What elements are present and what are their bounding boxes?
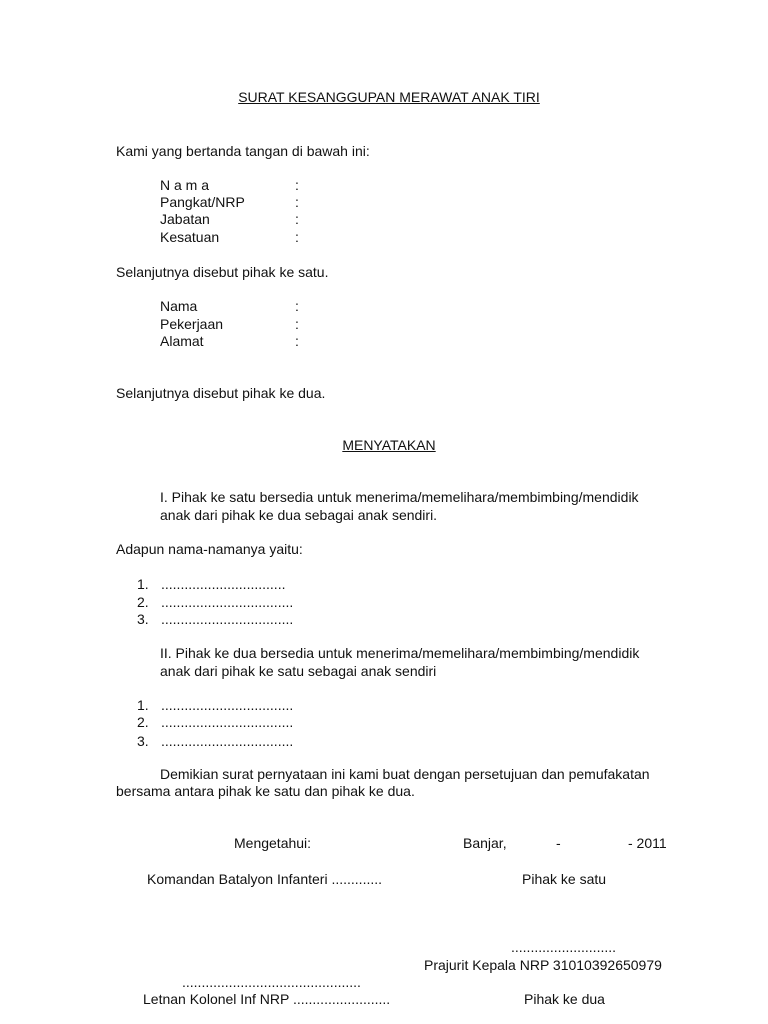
field-colon: : — [295, 333, 299, 349]
field-colon: : — [295, 194, 299, 210]
list-item-number: 3. — [137, 733, 149, 749]
field-label-nama2: Nama — [160, 298, 198, 314]
clause1-line1: I. Pihak ke satu bersedia untuk menerima/memelihara/membimbing/mendidik — [160, 489, 639, 505]
field-label-pekerjaan: Pekerjaan — [160, 316, 224, 332]
acknowledged-label: Mengetahui: — [234, 835, 312, 851]
document-title: SURAT KESANGGUPAN MERAWAT ANAK TIRI — [238, 89, 540, 105]
list-item-blank: .................................. — [161, 714, 294, 730]
list-item-number: 1. — [137, 697, 149, 713]
party2-signature-label: Pihak ke dua — [524, 991, 605, 1007]
party1-signature-name: Prajurit Kepala NRP 31010392650979 — [424, 957, 662, 973]
field-colon: : — [295, 211, 299, 227]
list-item-number: 3. — [137, 611, 149, 627]
field-colon: : — [295, 229, 299, 245]
field-label-jabatan: Jabatan — [160, 211, 210, 227]
intro-text: Kami yang bertanda tangan di bawah ini: — [116, 143, 370, 159]
declaration-heading: MENYATAKAN — [342, 437, 436, 453]
list-item-blank: .................................. — [161, 697, 294, 713]
commander-signature-line: .............................................. — [182, 974, 361, 990]
date-separator: - — [556, 835, 561, 851]
list-item-blank: .................................. — [161, 733, 294, 749]
clause2-line2: anak dari pihak ke satu sebagai anak sendiri — [160, 663, 437, 679]
party1-signature-label: Pihak ke satu — [522, 871, 607, 887]
clause2-line1: II. Pihak ke dua bersedia untuk menerima/memelihara/membimbing/mendidik — [160, 645, 640, 661]
field-label-pangkat: Pangkat/NRP — [160, 194, 245, 210]
commander-signature-name: Letnan Kolonel Inf NRP ......................... — [143, 991, 391, 1007]
party2-note: Selanjutnya disebut pihak ke dua. — [116, 385, 326, 401]
names-intro: Adapun nama-namanya yaitu: — [116, 541, 303, 557]
place-label: Banjar, — [463, 835, 507, 851]
list-item-number: 2. — [137, 594, 149, 610]
field-colon: : — [295, 298, 299, 314]
list-item-number: 1. — [137, 576, 149, 592]
field-colon: : — [295, 177, 299, 193]
list-item-blank: .................................. — [161, 594, 294, 610]
commander-title: Komandan Batalyon Infanteri ............. — [147, 871, 383, 887]
field-label-kesatuan: Kesatuan — [160, 229, 220, 245]
clause1-line2: anak dari pihak ke dua sebagai anak sendiri. — [160, 507, 438, 523]
field-label-nama: N a m a — [160, 177, 210, 193]
list-item-blank: ................................ — [161, 576, 286, 592]
field-colon: : — [295, 316, 299, 332]
date-year: - 2011 — [628, 835, 667, 851]
closing-line1: Demikian surat pernyataan ini kami buat dengan persetujuan dan pemufakatan — [160, 766, 650, 782]
list-item-blank: .................................. — [161, 611, 294, 627]
party1-signature-line: ........................... — [511, 939, 617, 955]
party1-note: Selanjutnya disebut pihak ke satu. — [116, 264, 329, 280]
list-item-number: 2. — [137, 714, 149, 730]
closing-line2: bersama antara pihak ke satu dan pihak ke dua. — [116, 783, 415, 799]
field-label-alamat: Alamat — [160, 333, 204, 349]
